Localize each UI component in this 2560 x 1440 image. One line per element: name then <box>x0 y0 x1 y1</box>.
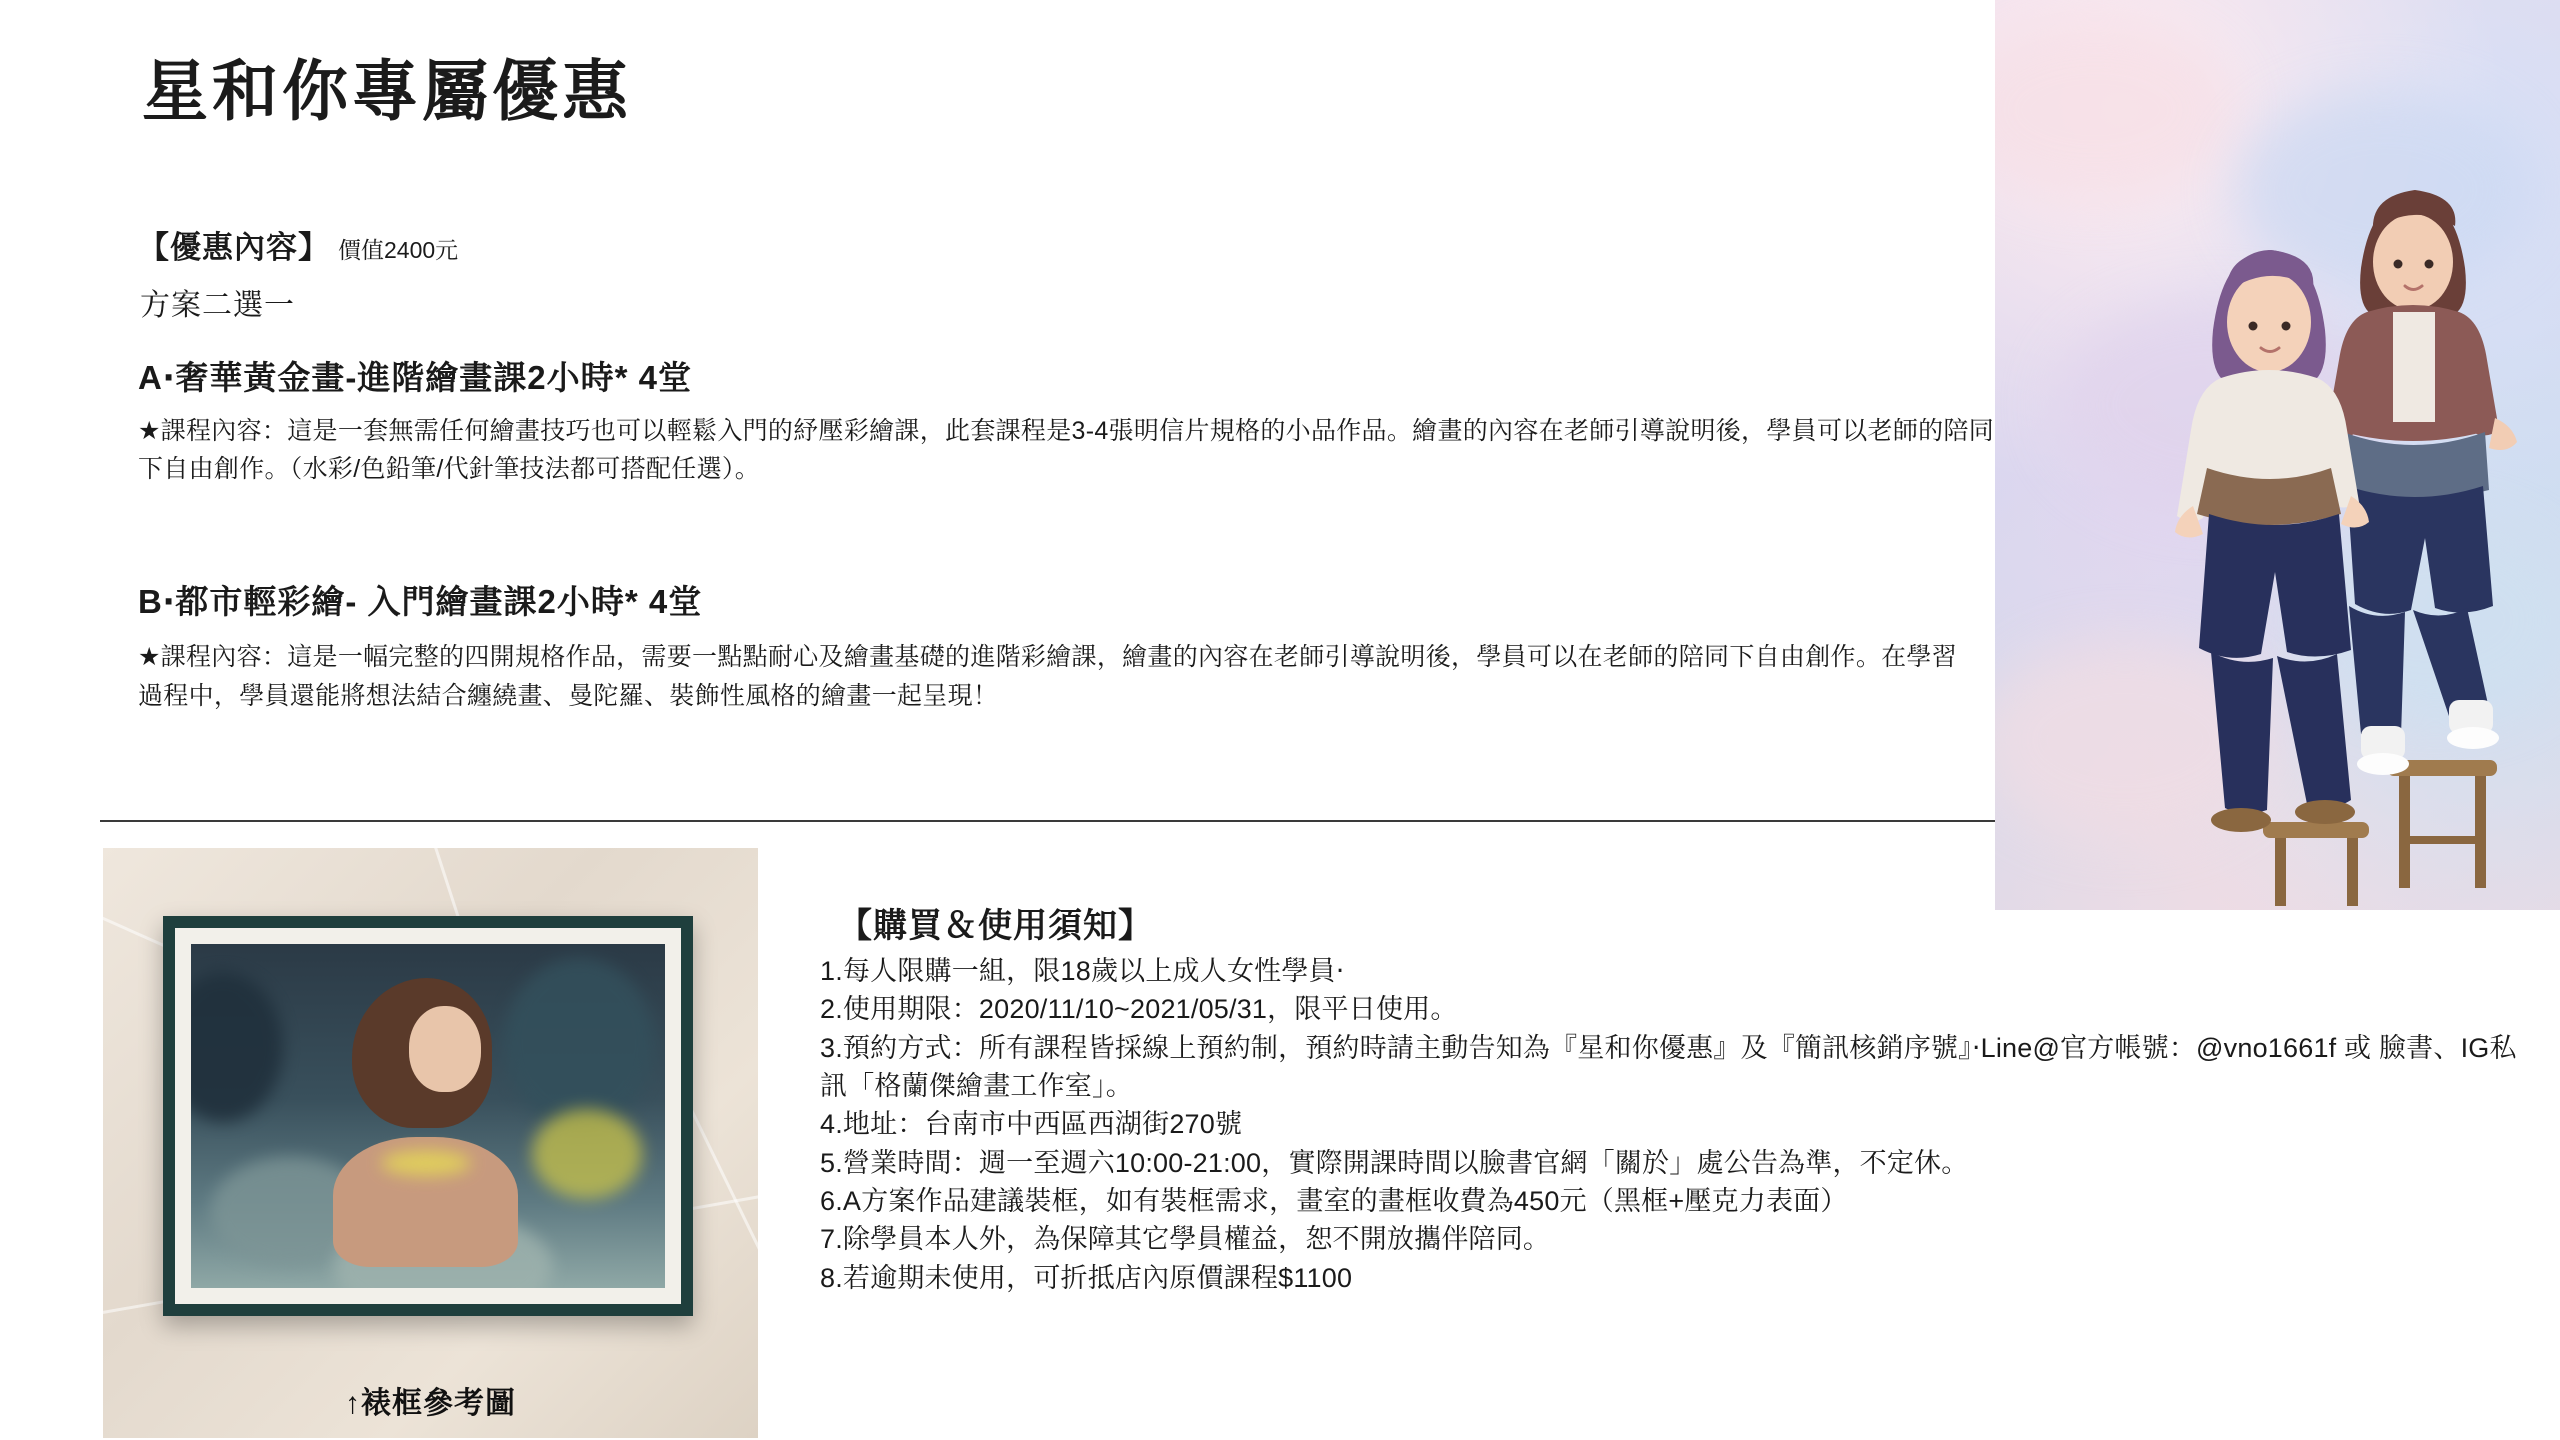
offer-value: 價值2400元 <box>338 237 459 263</box>
frame-mat <box>175 928 681 1304</box>
stool-left <box>2263 822 2369 906</box>
notice-item: 1.每人限購一組，限18歲以上成人女性學員‧ <box>820 956 1345 986</box>
plan-choose-text: 方案二選一 <box>140 289 295 322</box>
page-title: 星和你專屬優惠 <box>142 54 632 128</box>
plan-b-description: ★課程內容：這是一幅完整的四開規格作品，需要一點點耐心及繪畫基礎的進階彩繪課，繪畫的內容在老師引導說明後，學員可以在老師的陪同下自由創作。在學習過程中，學員還能將想法結合纏繞畫、曼陀羅、裝飾性風格的繪畫一起呈現！ <box>138 643 1958 710</box>
notice-item: 7.除學員本人外，為保障其它學員權益，恕不開放攜伴陪同。 <box>820 1224 1551 1255</box>
plan-a-title: A‧奢華黃金畫-進階繪畫課2小時* 4堂 <box>138 359 693 396</box>
painting-artwork <box>191 944 665 1288</box>
plan-a-description: ★課程內容：這是一套無需任何繪畫技巧也可以輕鬆入門的紓壓彩繪課，此套課程是3-4張明信片規格的小品作品。繪畫的內容在老師引導說明後，學員可以老師的陪同下自由創作。（水彩/色鉛筆/代針筆技法都可搭配任選）。 <box>138 417 1995 483</box>
plan-b-title: B‧都市輕彩繪- 入門繪畫課2小時* 4堂 <box>138 583 703 620</box>
paint-splash <box>191 972 283 1122</box>
photo-caption: ↑裱框參考圖 <box>345 1387 516 1420</box>
picture-frame <box>163 916 693 1316</box>
notice-title: 【購買＆使用須知】 <box>838 907 1153 945</box>
notice-item: 3.預約方式：所有課程皆採線上預約制，預約時請主動告知為『星和你優惠』及『簡訊核銷序號』‧Line@官方帳號：@vno1661f 或 臉書、IG私訊「格蘭傑繪畫工作室」。 <box>820 1032 2517 1101</box>
notice-list <box>820 952 2540 1297</box>
avatar-pair-illustration <box>1995 0 2560 910</box>
offer-content-label: 【優惠內容】 <box>138 230 330 265</box>
offer-header <box>138 222 458 267</box>
painting-figure-head <box>409 1006 481 1092</box>
notice-item: 6.A方案作品建議裝框，如有裝框需求，畫室的畫框收費為450元（黑框+壓克力表面） <box>820 1185 1848 1216</box>
section-divider <box>100 820 1995 822</box>
stool-right <box>2387 760 2497 888</box>
frame-reference-photo <box>103 848 758 1438</box>
avatar-left <box>2175 250 2369 832</box>
notice-item: 2.使用期限：2020/11/10~2021/05/31，限平日使用。 <box>820 994 1458 1025</box>
notice-item: 8.若逾期未使用，可折抵店內原價課程$1100 <box>820 1262 1353 1293</box>
hero-illustration <box>1995 0 2560 910</box>
paint-splash <box>532 1109 642 1199</box>
paint-splash <box>504 958 654 1128</box>
notice-item: 4.地址：台南市中西區西湖街270號 <box>820 1109 1243 1140</box>
notice-item: 5.營業時間：週一至週六10:00-21:00，實際開課時間以臉書官網「關於」處公告為準，不定休。 <box>820 1147 1969 1178</box>
